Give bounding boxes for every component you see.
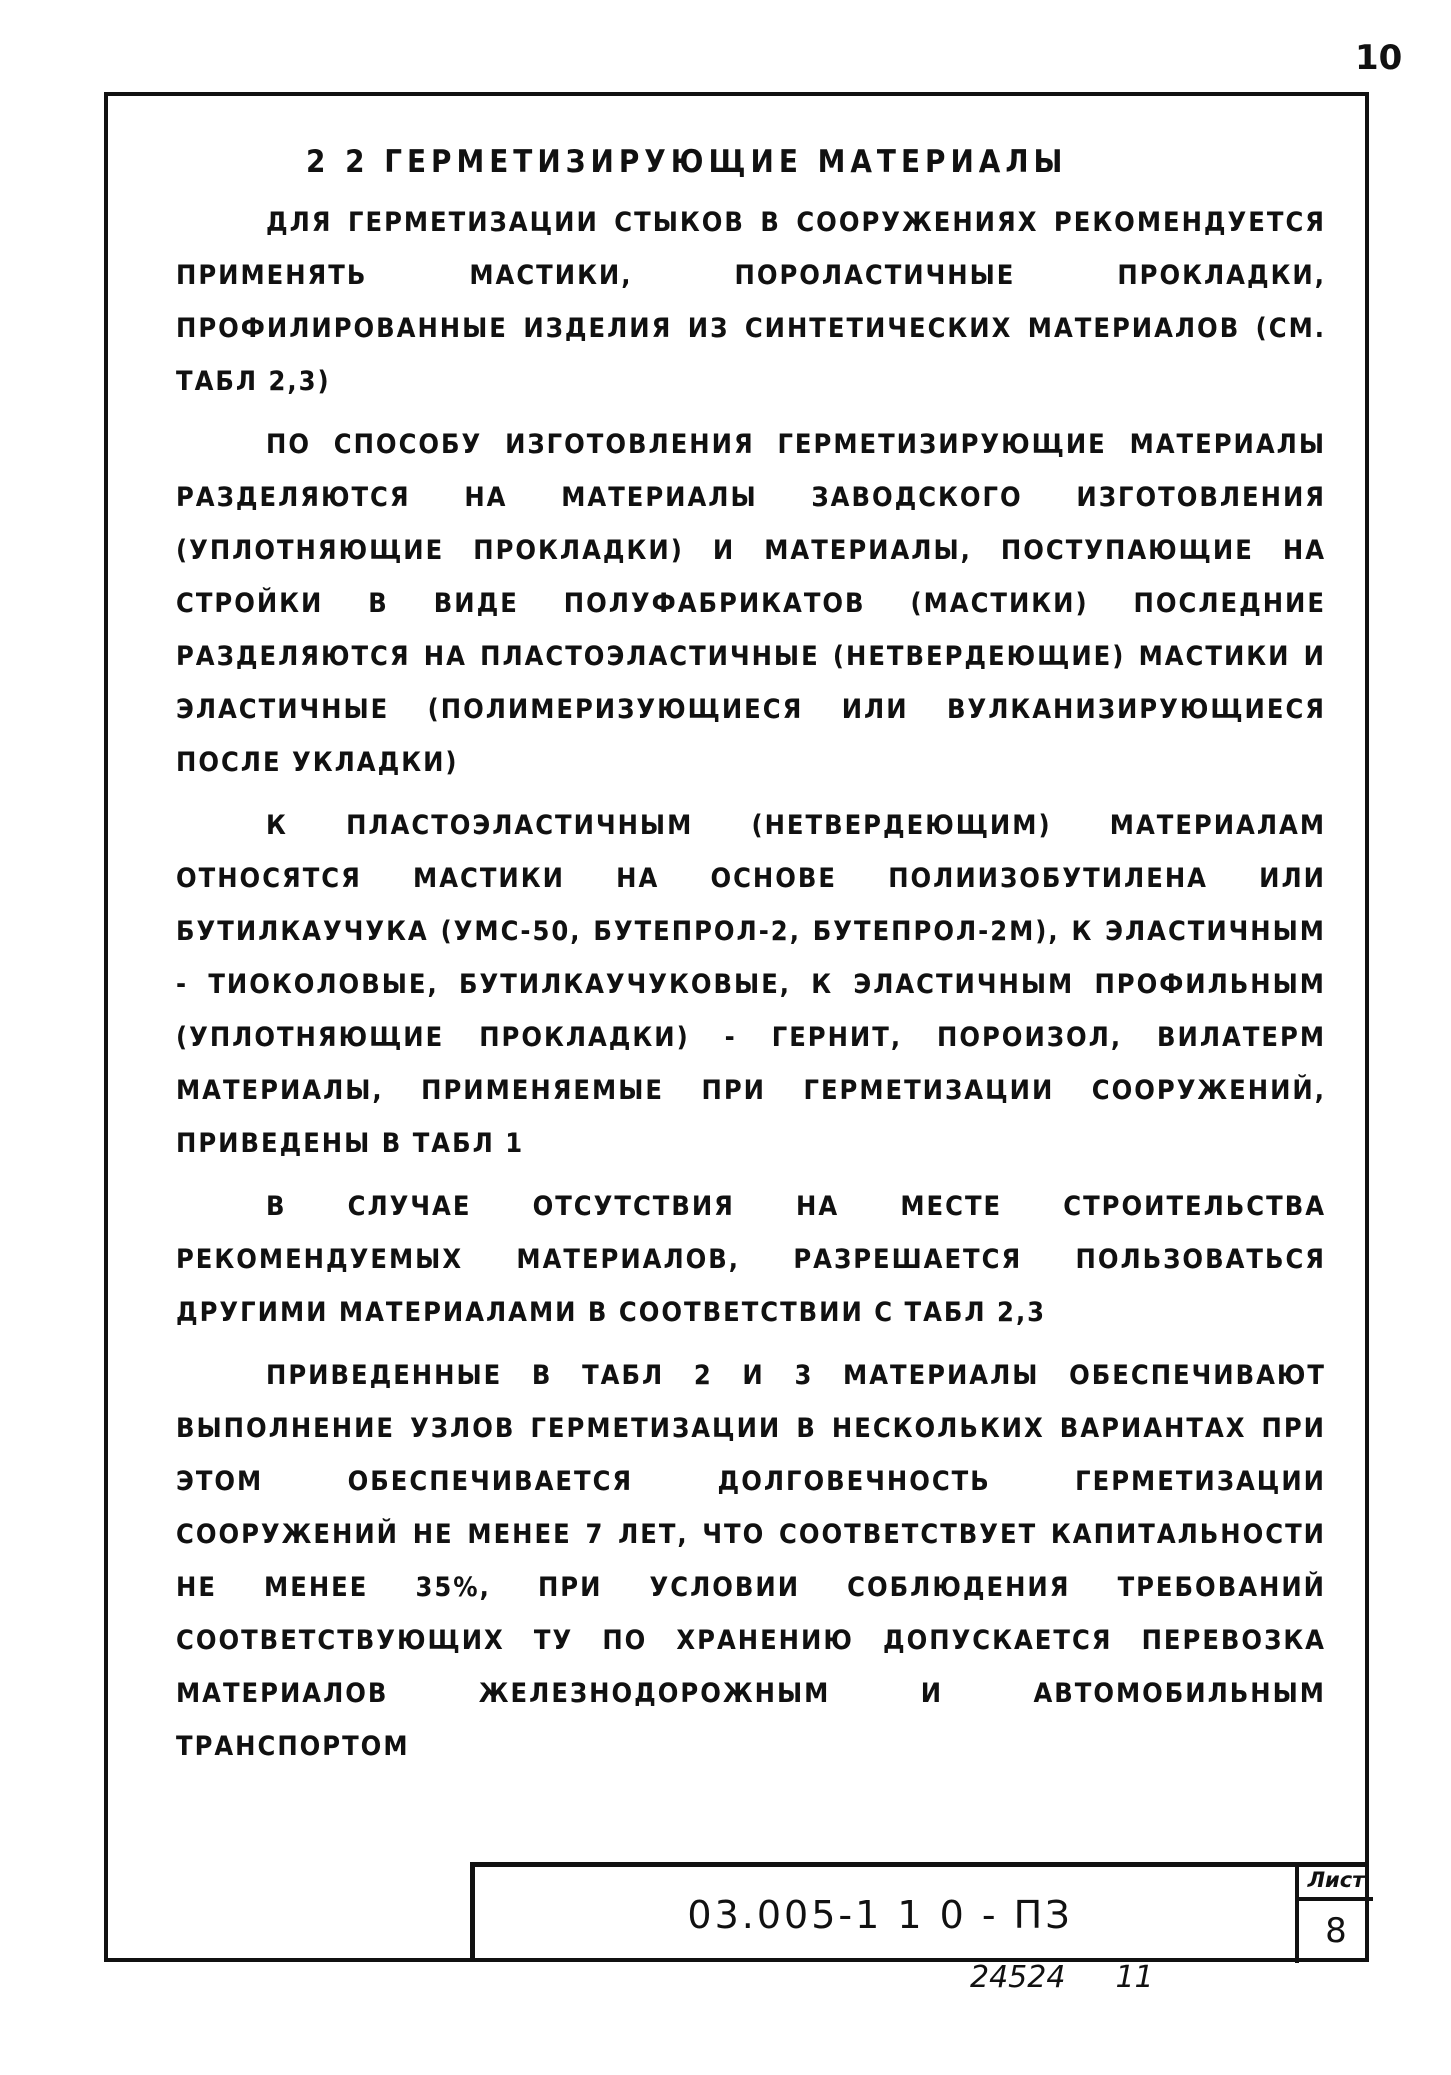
paragraph-manufacturing-method: ПО СПОСОБУ ИЗГОТОВЛЕНИЯ ГЕРМЕТИЗИРУЮЩИЕ МАТЕРИАЛЫ РАЗДЕЛЯЮТСЯ НА МАТЕРИАЛЫ ЗАВОДСКОГО ИЗГОТОВЛЕНИЯ (УПЛОТНЯЮЩИЕ ПРОКЛАДКИ) И МАТЕРИАЛЫ, ПОСТУПАЮЩИЕ НА СТРОЙКИ В ВИДЕ ПОЛУФАБРИКАТОВ (МАСТИКИ) ПОСЛЕДНИЕ РАЗДЕЛЯЮТСЯ НА ПЛАСТОЭЛАСТИЧНЫЕ (НЕТВЕРДЕЮЩИЕ) МАСТИКИ И ЭЛАСТИЧНЫЕ (ПОЛИМЕРИЗУЮЩИЕСЯ ИЛИ ВУЛКАНИЗИРУЮЩИЕСЯ ПОСЛЕ УКЛАДКИ) xyxy=(176,429,1326,778)
sheet-number: 8 xyxy=(1325,1911,1347,1951)
paragraph-plastoelastic-materials: К ПЛАСТОЭЛАСТИЧНЫМ (НЕТВЕРДЕЮЩИМ) МАТЕРИАЛАМ ОТНОСЯТСЯ МАСТИКИ НА ОСНОВЕ ПОЛИИЗОБУТИЛЕНА ИЛИ БУТИЛКАУЧУКА (УМС-50, БУТЕПРОЛ-2, БУТЕПРОЛ-2М), К ЭЛАСТИЧНЫМ - ТИОКОЛОВЫЕ, БУТИЛКАУЧУКОВЫЕ, К ЭЛАСТИЧНЫМ ПРОФИЛЬНЫМ (УПЛОТНЯЮЩИЕ ПРОКЛАДКИ) - ГЕРНИТ, ПОРОИЗОЛ, ВИЛАТЕРМ МАТЕРИАЛЫ, ПРИМЕНЯЕМЫЕ ПРИ ГЕРМЕТИЗАЦИИ СООРУЖЕНИЙ, ПРИВЕДЕНЫ В ТАБЛ 1 xyxy=(176,810,1326,1159)
inventory-secondary: 11 xyxy=(1115,1960,1154,1995)
sheet-label: Лист xyxy=(1299,1863,1373,1901)
document-body xyxy=(176,130,1326,1783)
inventory-stamp xyxy=(970,1960,1154,1995)
section-title: 2 2 ГЕРМЕТИЗИРУЮЩИЕ МАТЕРИАЛЫ xyxy=(306,144,1068,180)
paragraph-recommendation: ДЛЯ ГЕРМЕТИЗАЦИИ СТЫКОВ В СООРУЖЕНИЯХ РЕКОМЕНДУЕТСЯ ПРИМЕНЯТЬ МАСТИКИ, ПОРОЛАСТИЧНЫЕ ПРОКЛАДКИ, ПРОФИЛИРОВАННЫЕ ИЗДЕЛИЯ ИЗ СИНТЕТИЧЕСКИХ МАТЕРИАЛОВ (СМ. ТАБЛ 2,3) xyxy=(176,207,1326,397)
paragraph-durability: ПРИВЕДЕННЫЕ В ТАБЛ 2 И 3 МАТЕРИАЛЫ ОБЕСПЕЧИВАЮТ ВЫПОЛНЕНИЕ УЗЛОВ ГЕРМЕТИЗАЦИИ В НЕСКОЛЬКИХ ВАРИАНТАХ ПРИ ЭТОМ ОБЕСПЕЧИВАЕТСЯ ДОЛГОВЕЧНОСТЬ ГЕРМЕТИЗАЦИИ СООРУЖЕНИЙ НЕ МЕНЕЕ 7 ЛЕТ, ЧТО СООТВЕТСТВУЕТ КАПИТАЛЬНОСТИ НЕ МЕНЕЕ 35%, ПРИ УСЛОВИИ СОБЛЮДЕНИЯ ТРЕБОВАНИЙ СООТВЕТСТВУЮЩИХ ТУ ПО ХРАНЕНИЮ ДОПУСКАЕТСЯ ПЕРЕВОЗКА МАТЕРИАЛОВ ЖЕЛЕЗНОДОРОЖНЫМ И АВТОМОБИЛЬНЫМ ТРАНСПОРТОМ xyxy=(176,1360,1326,1762)
paragraph-substitution: В СЛУЧАЕ ОТСУТСТВИЯ НА МЕСТЕ СТРОИТЕЛЬСТВА РЕКОМЕНДУЕМЫХ МАТЕРИАЛОВ, РАЗРЕШАЕТСЯ ПОЛЬЗОВАТЬСЯ ДРУГИМИ МАТЕРИАЛАМИ В СООТВЕТСТВИИ С ТАБЛ 2,3 xyxy=(176,1191,1326,1328)
inventory-number: 24524 xyxy=(970,1960,1066,1995)
title-block xyxy=(470,1862,1369,1962)
page-number: 10 xyxy=(1355,38,1403,78)
document-code: 03.005-1 1 0 - ПЗ xyxy=(687,1893,1073,1937)
sheet-box xyxy=(1295,1863,1373,1963)
